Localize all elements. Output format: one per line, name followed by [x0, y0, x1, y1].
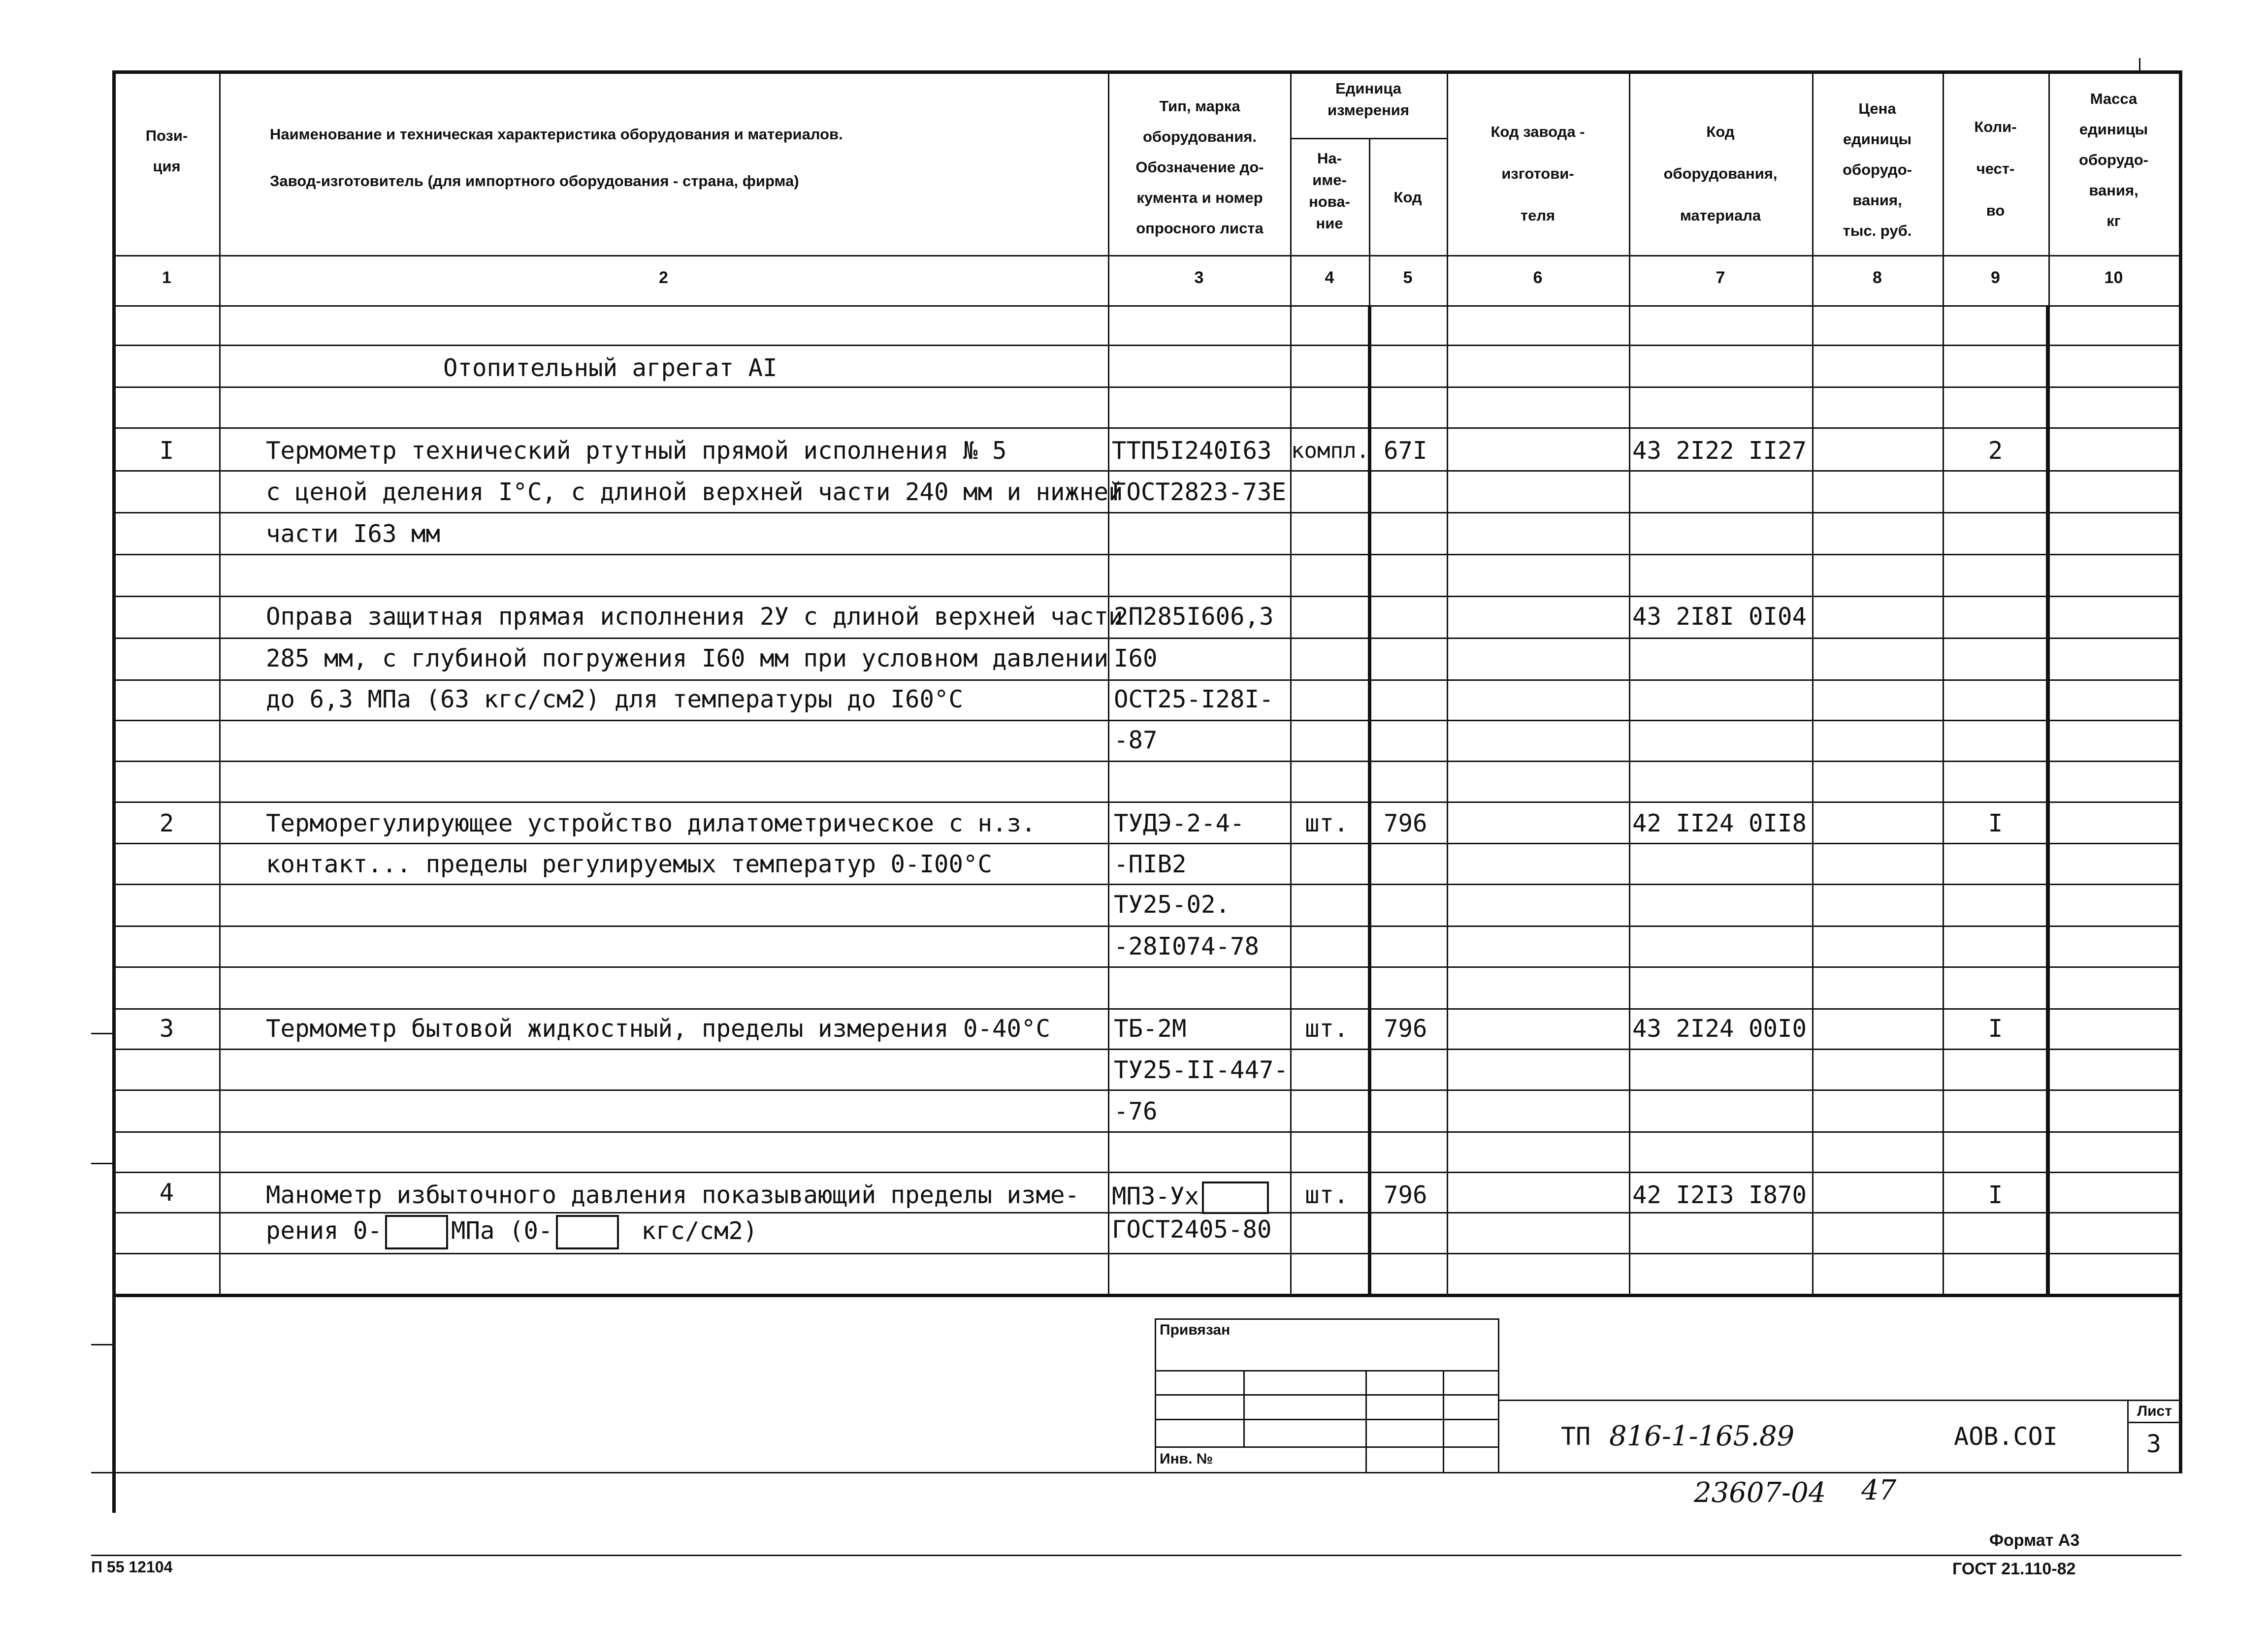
- pressure-max-kgf-field[interactable]: [556, 1215, 619, 1249]
- item1-name-line1: Термометр технический ртутный прямой исполнения № 5: [266, 437, 1007, 465]
- colnum-7: 7: [1716, 268, 1725, 287]
- pressure-max-mpa-field[interactable]: [385, 1215, 448, 1249]
- item1-type-line1: ТТП5I240I63: [1112, 437, 1272, 465]
- item3-name: Термометр бытовой жидкостный, пределы измерения 0-40°С: [266, 1015, 1051, 1043]
- item4-unit: шт.: [1305, 1181, 1349, 1209]
- item3-position: 3: [159, 1015, 174, 1043]
- item2-type-line2: -ПIВ2: [1114, 850, 1187, 878]
- item4-name-part-b: МПа (0-: [451, 1216, 553, 1245]
- item2-quantity: I: [1988, 809, 2003, 837]
- colnum-6: 6: [1533, 268, 1543, 287]
- item2-name-line2: контакт... пределы регулируемых температур 0-I00°С: [266, 850, 993, 878]
- item3-type-line3: -76: [1114, 1097, 1158, 1125]
- item1-unit: компл.: [1291, 438, 1369, 463]
- stamp-doc-prefix: ТП: [1561, 1422, 1591, 1451]
- colnum-3: 3: [1194, 268, 1204, 287]
- footer-format: Формат А3: [1989, 1531, 2080, 1550]
- stamp-sheet-number: 3: [2146, 1430, 2162, 1458]
- item3-type-line2: ТУ25-II-447-: [1114, 1056, 1289, 1084]
- item1-type-line2: ГОСТ2823-73Е: [1112, 478, 1287, 506]
- item1b-type-line1: 2П285I606,3: [1114, 603, 1274, 631]
- item1b-equipment-code: 43 2I8I 0I04: [1632, 603, 1807, 631]
- section-title: Отопительный агрегат AI: [443, 354, 778, 382]
- stamp-privyazan: Привязан: [1160, 1322, 1231, 1338]
- stamp-sheet-label: Лист: [2137, 1403, 2172, 1419]
- colnum-2: 2: [659, 268, 668, 287]
- header-type: Тип, марка оборудования. Обозначение до- кумента и номер опросного листа: [1135, 97, 1264, 237]
- header-quantity: Коли- чест- во: [1974, 118, 2017, 219]
- item1b-type-line4: -87: [1114, 726, 1158, 754]
- header-mass: Масса единицы оборудо- вания, кг: [2079, 90, 2148, 229]
- item4-quantity: I: [1988, 1181, 2003, 1209]
- type-suffix-field[interactable]: [1202, 1181, 1269, 1214]
- item2-position: 2: [159, 809, 174, 837]
- item2-name-line1: Терморегулирующее устройство дилатометрическое с н.з.: [266, 809, 1036, 837]
- footer-handwritten-number: 23607-04: [1694, 1477, 1826, 1509]
- item3-quantity: I: [1988, 1015, 2003, 1043]
- item4-type-text: МПЗ-Ух: [1112, 1182, 1199, 1211]
- colnum-10: 10: [2104, 268, 2123, 287]
- header-name: Наименование и техническая характеристика оборудования и материалов. Завод-изготовитель (для импортного оборудования - страна, фирма): [270, 126, 843, 190]
- header-price: Цена единицы оборудо- вания, тыс. руб.: [1843, 100, 1912, 239]
- colnum-9: 9: [1991, 268, 2000, 287]
- stamp-code: АОВ.СОI: [1954, 1422, 2058, 1451]
- header-factory-code: Код завода - изготови- теля: [1490, 123, 1585, 224]
- item1-name-line2: с ценой деления I°С, с длиной верхней части 240 мм и нижней: [266, 478, 1123, 506]
- item3-type-line1: ТБ-2М: [1114, 1015, 1187, 1043]
- item4-name-part-c: кгс/см2): [641, 1216, 758, 1245]
- item4-position: 4: [159, 1179, 174, 1207]
- item1b-name-line1: Оправа защитная прямая исполнения 2У с длиной верхней части: [266, 603, 1123, 631]
- item3-equipment-code: 43 2I24 00I0: [1632, 1015, 1807, 1043]
- footer-left-code: П 55 12104: [91, 1558, 173, 1576]
- item1b-type-line2: I60: [1114, 644, 1158, 672]
- item1-quantity: 2: [1988, 437, 2003, 465]
- item4-name-line2: [266, 1215, 758, 1249]
- colnum-5: 5: [1403, 268, 1413, 287]
- item3-unit-code: 796: [1384, 1015, 1427, 1043]
- item1b-name-line2: 285 мм, с глубиной погружения I60 мм при условном давлении: [266, 644, 1109, 672]
- item1b-type-line3: ОСТ25-I28I-: [1114, 685, 1274, 713]
- stamp-inventory-label: Инв. №: [1160, 1451, 1213, 1467]
- item2-equipment-code: 42 II24 0II8: [1632, 809, 1807, 837]
- item1-equipment-code: 43 2I22 II27: [1632, 437, 1807, 465]
- item1-position: I: [159, 437, 174, 465]
- item4-equipment-code: 42 I2I3 I870: [1632, 1181, 1807, 1209]
- item2-type-line4: -28I074-78: [1114, 932, 1260, 960]
- footer-handwritten-page: 47: [1861, 1474, 1897, 1506]
- header-unit-name: На- име- нова- ние: [1309, 150, 1350, 232]
- item2-type-line1: ТУДЭ-2-4-: [1114, 809, 1245, 837]
- item1-name-line3: части I63 мм: [266, 520, 441, 548]
- item1-unit-code: 67I: [1384, 437, 1427, 465]
- item1b-name-line3: до 6,3 МПа (63 кгс/см2) для температуры до I60°С: [266, 685, 964, 713]
- footer-gost: ГОСТ 21.110-82: [1952, 1560, 2076, 1578]
- item2-type-line3: ТУ25-02.: [1114, 891, 1231, 919]
- stamp-doc-number: 816-1-165.89: [1609, 1420, 1795, 1452]
- item4-name-line1: Манометр избыточного давления показывающий пределы изме-: [266, 1181, 1080, 1209]
- header-unit-code: Код: [1393, 189, 1422, 206]
- item4-name-part-a: рения 0-: [266, 1216, 383, 1245]
- item4-type-line1: [1112, 1181, 1272, 1214]
- header-position: Пози- ция: [145, 127, 188, 175]
- header-unit: Единица измерения: [1328, 80, 1409, 119]
- item3-unit: шт.: [1305, 1015, 1349, 1043]
- colnum-4: 4: [1325, 268, 1334, 287]
- item4-unit-code: 796: [1384, 1181, 1427, 1209]
- colnum-1: 1: [162, 268, 171, 287]
- header-equipment-code: Код оборудования, материала: [1663, 123, 1778, 224]
- item2-unit: шт.: [1305, 809, 1349, 837]
- colnum-8: 8: [1873, 268, 1882, 287]
- item4-type-line2: ГОСТ2405-80: [1112, 1215, 1272, 1244]
- item2-unit-code: 796: [1384, 809, 1427, 837]
